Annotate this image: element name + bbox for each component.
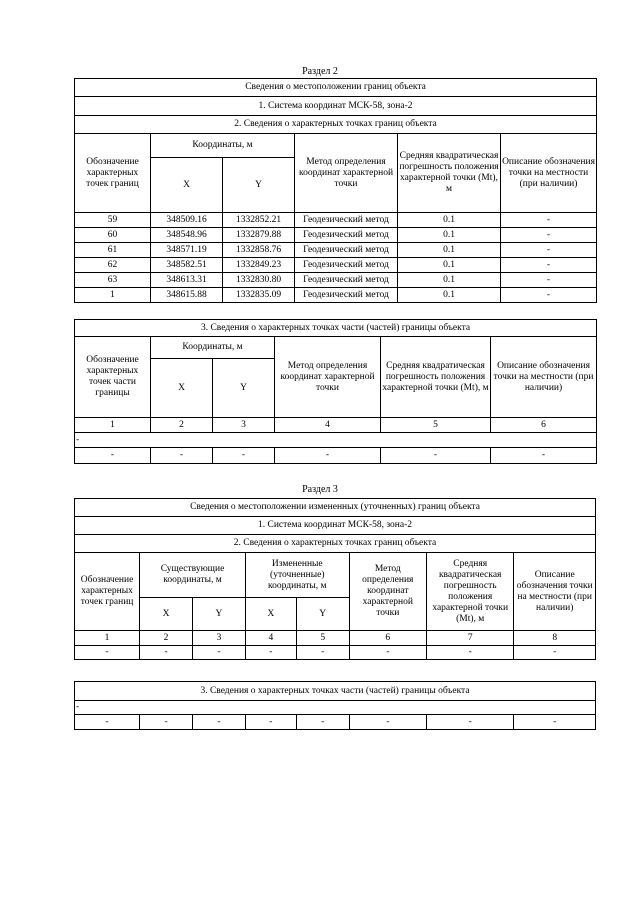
table-row [75, 646, 596, 660]
cell-empty: - [296, 715, 349, 730]
col-coords: Координаты, м [151, 337, 275, 359]
cell-x: 348571.19 [151, 243, 223, 258]
col-designation: Обозначение характерных точек границ [75, 134, 151, 213]
cell-point: 1 [75, 288, 151, 303]
cell-method: Геодезический метод [295, 213, 398, 228]
part-row: - [75, 433, 597, 448]
cell-empty: - [296, 646, 349, 660]
table-row [75, 258, 597, 273]
cell-method: Геодезический метод [295, 273, 398, 288]
cell-empty: - [381, 448, 491, 464]
cell-description: - [501, 213, 597, 228]
col-description: Описание обозначения точки на местности (при наличии) [501, 134, 597, 213]
table-header: 3. Сведения о характерных точках части (частей) границы объекта [75, 682, 596, 701]
section3-title: Раздел 3 [302, 484, 338, 495]
col-y: Y [193, 598, 246, 631]
cell-description: - [501, 228, 597, 243]
col-number: 1 [75, 631, 140, 646]
table-row [75, 448, 597, 464]
col-number: 6 [491, 418, 597, 433]
col-number: 4 [245, 631, 296, 646]
cell-x: 348548.96 [151, 228, 223, 243]
table-row [75, 288, 597, 303]
col-x: X [151, 359, 213, 418]
col-description: Описание обозначения точки на местности (при наличии) [514, 553, 596, 631]
col-designation: Обозначение характерных точек части границы [75, 337, 151, 418]
cell-error: 0.1 [398, 213, 501, 228]
col-number: 4 [275, 418, 381, 433]
table-row [75, 715, 596, 730]
table-header: 3. Сведения о характерных точках части (частей) границы объекта [75, 320, 597, 337]
col-x: X [151, 158, 223, 213]
cell-error: 0.1 [398, 288, 501, 303]
cell-point: 59 [75, 213, 151, 228]
col-x: X [140, 598, 193, 631]
col-method: Метод определения координат характерной точки [349, 553, 426, 631]
cell-empty: - [193, 646, 246, 660]
col-number: 5 [381, 418, 491, 433]
cell-description: - [501, 273, 597, 288]
cell-empty: - [426, 646, 513, 660]
table-row [75, 213, 597, 228]
col-number: 1 [75, 418, 151, 433]
col-number: 6 [349, 631, 426, 646]
cell-empty: - [140, 646, 193, 660]
section2-title: Раздел 2 [302, 66, 338, 77]
cell-empty: - [245, 715, 296, 730]
col-y: Y [296, 598, 349, 631]
table-header: Сведения о местоположении измененных (уточненных) границ объекта [75, 499, 596, 517]
cell-y: 1332830.80 [223, 273, 295, 288]
col-number: 3 [213, 418, 275, 433]
cell-y: 1332835.09 [223, 288, 295, 303]
cell-empty: - [140, 715, 193, 730]
cell-x: 348613.31 [151, 273, 223, 288]
cell-empty: - [491, 448, 597, 464]
cell-empty: - [75, 646, 140, 660]
col-number: 2 [151, 418, 213, 433]
part-boundary-table [74, 319, 597, 464]
col-number: 8 [514, 631, 596, 646]
col-error: Средняя квадратическая погрешность положения характерной точки (Mt), м [426, 553, 513, 631]
part-row: - [75, 701, 596, 715]
col-number: 3 [193, 631, 246, 646]
changed-part-boundary-table [74, 681, 596, 730]
table-subheader: 2. Сведения о характерных точках границ объекта [75, 116, 597, 134]
changed-boundary-points-table [74, 498, 596, 660]
col-x: X [245, 598, 296, 631]
table-header: Сведения о местоположении границ объекта [75, 79, 597, 97]
col-error: Средняя квадратическая погрешность положения характерной точки (Mt), м [398, 134, 501, 213]
cell-y: 1332879.88 [223, 228, 295, 243]
table-row [75, 273, 597, 288]
table-row [75, 228, 597, 243]
col-designation: Обозначение характерных точек границ [75, 553, 140, 631]
cell-error: 0.1 [398, 273, 501, 288]
cell-error: 0.1 [398, 243, 501, 258]
cell-x: 348615.88 [151, 288, 223, 303]
cell-empty: - [275, 448, 381, 464]
cell-empty: - [151, 448, 213, 464]
cell-empty: - [193, 715, 246, 730]
cell-empty: - [514, 646, 596, 660]
col-method: Метод определения координат характерной точки [295, 134, 398, 213]
cell-y: 1332852.21 [223, 213, 295, 228]
col-number: 2 [140, 631, 193, 646]
cell-point: 61 [75, 243, 151, 258]
cell-y: 1332858.76 [223, 243, 295, 258]
column-numbers-row [75, 631, 596, 646]
cell-point: 60 [75, 228, 151, 243]
cell-method: Геодезический метод [295, 258, 398, 273]
col-coords: Координаты, м [151, 134, 295, 158]
cell-point: 62 [75, 258, 151, 273]
coordinate-system: 1. Система координат МСК-58, зона-2 [75, 97, 597, 116]
cell-description: - [501, 243, 597, 258]
col-changed-coords: Измененные (уточненные) координаты, м [245, 553, 349, 598]
cell-method: Геодезический метод [295, 228, 398, 243]
col-number: 5 [296, 631, 349, 646]
cell-description: - [501, 288, 597, 303]
cell-x: 348582.51 [151, 258, 223, 273]
cell-error: 0.1 [398, 228, 501, 243]
col-method: Метод определения координат характерной точки [275, 337, 381, 418]
cell-method: Геодезический метод [295, 288, 398, 303]
col-y: Y [213, 359, 275, 418]
cell-empty: - [514, 715, 596, 730]
column-numbers-row [75, 418, 597, 433]
col-number: 7 [426, 631, 513, 646]
cell-empty: - [213, 448, 275, 464]
col-existing-coords: Существующие координаты, м [140, 553, 246, 598]
cell-empty: - [426, 715, 513, 730]
col-error: Средняя квадратическая погрешность положения характерной точки (Mt), м [381, 337, 491, 418]
cell-description: - [501, 258, 597, 273]
cell-empty: - [349, 646, 426, 660]
cell-x: 348509.16 [151, 213, 223, 228]
cell-point: 63 [75, 273, 151, 288]
cell-error: 0.1 [398, 258, 501, 273]
cell-empty: - [75, 715, 140, 730]
col-description: Описание обозначения точки на местности (при наличии) [491, 337, 597, 418]
col-y: Y [223, 158, 295, 213]
table-subheader: 2. Сведения о характерных точках границ объекта [75, 535, 596, 553]
coordinate-system: 1. Система координат МСК-58, зона-2 [75, 517, 596, 535]
cell-empty: - [75, 448, 151, 464]
cell-empty: - [349, 715, 426, 730]
table-row [75, 243, 597, 258]
cell-empty: - [245, 646, 296, 660]
cell-method: Геодезический метод [295, 243, 398, 258]
cell-y: 1332849.23 [223, 258, 295, 273]
boundary-points-table [74, 78, 597, 303]
